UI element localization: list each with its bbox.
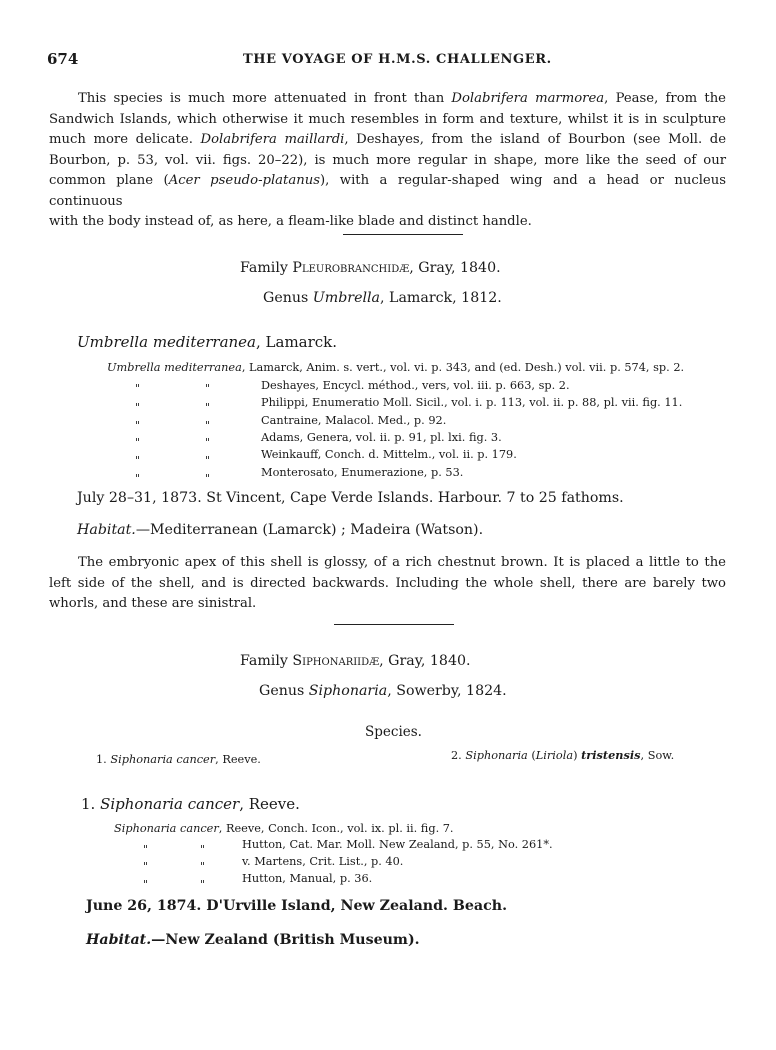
section-divider <box>334 624 454 625</box>
ditto-mark: " <box>135 436 141 449</box>
species-list-item <box>96 753 261 766</box>
species-name: Umbrella mediterranea <box>77 333 256 351</box>
intro-line <box>49 171 726 212</box>
station-record: July 28–31, 1873. St Vincent, Cape Verde Islands. Harbour. 7 to 25 fathoms. <box>77 490 624 506</box>
text-run: 1. <box>96 753 111 766</box>
species-epithet: tristensis <box>581 748 641 762</box>
family-name: Pleurobranchidæ <box>292 260 410 276</box>
ditto-mark: " <box>200 843 206 856</box>
synonymy-line <box>107 361 684 374</box>
habitat-label: Habitat. <box>77 522 136 538</box>
text-run: ), with a regular-shaped wing and a head or nucleus continuous <box>49 173 726 209</box>
synonym-reference: , Reeve, Conch. Icon., vol. ix. pl. ii. fig. 7. <box>218 822 454 835</box>
text-run: Family <box>240 260 293 276</box>
habitat-text: —New Zealand (British Museum). <box>151 932 420 948</box>
ditto-mark: " <box>135 472 141 485</box>
text-run: with the body instead of, as here, a fleam-like blade and distinct handle. <box>49 214 532 229</box>
text-run: common plane ( <box>49 173 169 188</box>
ditto-mark: " <box>135 382 141 395</box>
species-list-heading: Species. <box>365 724 422 740</box>
genus-heading <box>259 683 507 699</box>
description-line: The embryonic apex of this shell is glossy, of a rich chestnut brown. It is placed a little to the <box>78 555 726 570</box>
ditto-mark: " <box>143 878 149 891</box>
text-run: , Deshayes, from the island of Bourbon (see Moll. de <box>344 132 726 147</box>
synonymy-line <box>114 822 454 835</box>
ditto-mark: " <box>135 454 141 467</box>
text-run: This species is much more attenuated in front than <box>78 91 452 106</box>
taxon-name: Dolabrifera maillardi <box>200 132 345 147</box>
ditto-mark: " <box>135 401 141 414</box>
text-run: , Reeve. <box>239 795 300 813</box>
genus-name: Umbrella <box>312 290 381 306</box>
species-title <box>81 795 300 813</box>
species-title <box>77 333 337 351</box>
family-name: Siphonariidæ <box>292 653 380 669</box>
intro-line <box>49 110 726 131</box>
synonymy-line: Hutton, Manual, p. 36. <box>242 872 373 885</box>
text-run: Family <box>240 653 293 669</box>
intro-line <box>49 89 726 110</box>
synonym-name: Siphonaria cancer <box>114 822 219 835</box>
intro-line <box>49 151 726 172</box>
genus-name: Siphonaria <box>308 683 388 699</box>
ditto-mark: " <box>143 860 149 873</box>
text-run: , Reeve. <box>215 753 261 766</box>
text-run: Genus <box>259 683 309 699</box>
description-line: left side of the shell, and is directed backwards. Including the whole shell, there are barely two <box>49 575 726 591</box>
habitat-label: Habitat. <box>86 932 152 948</box>
intro-line <box>49 130 726 151</box>
station-record: June 26, 1874. D'Urville Island, New Zealand. Beach. <box>86 898 508 914</box>
text-run: , Sow. <box>640 749 675 762</box>
ditto-mark: " <box>200 878 206 891</box>
species-list-item <box>451 748 674 762</box>
text-run: , Sowerby, 1824. <box>387 683 507 699</box>
species-name: Siphonaria cancer <box>100 795 240 813</box>
ditto-mark: " <box>205 454 211 467</box>
synonymy-line: Philippi, Enumeratio Moll. Sicil., vol. i. p. 113, vol. ii. p. 88, pl. vii. fig. 11. <box>261 396 683 409</box>
page-number: 674 <box>47 50 79 68</box>
text-run: Sandwich Islands, which otherwise it much resembles in form and texture, whilst it is in sculpture <box>49 111 726 127</box>
ditto-mark: " <box>205 382 211 395</box>
taxon-name: Acer pseudo-platanus <box>168 173 320 188</box>
species-name: Siphonaria cancer <box>110 753 216 766</box>
text-run: 1. <box>81 795 101 813</box>
synonymy-line: Weinkauff, Conch. d. Mittelm., vol. ii. p. 179. <box>261 448 517 461</box>
synonym-reference: , Lamarck, Anim. s. vert., vol. vi. p. 343, and (ed. Desh.) vol. vii. p. 574, sp. 2. <box>241 361 685 374</box>
habitat-line <box>77 522 483 538</box>
description-line: whorls, and these are sinistral. <box>49 596 257 611</box>
text-run: Genus <box>263 290 313 306</box>
text-run: much more delicate. <box>49 132 201 147</box>
genus-heading <box>263 290 502 306</box>
text-run: , Gray, 1840. <box>379 653 471 669</box>
synonymy-line: v. Martens, Crit. List., p. 40. <box>242 855 404 868</box>
synonymy-line: Deshayes, Encycl. méthod., vers, vol. iii. p. 663, sp. 2. <box>261 379 570 392</box>
ditto-mark: " <box>143 843 149 856</box>
synonymy-line: Cantraine, Malacol. Med., p. 92. <box>261 414 447 427</box>
running-head: THE VOYAGE OF H.M.S. CHALLENGER. <box>243 52 552 67</box>
text-run: ( <box>527 749 536 762</box>
synonym-name: Umbrella mediterranea <box>107 361 242 374</box>
family-heading <box>240 260 501 276</box>
synonymy-line: Monterosato, Enumerazione, p. 53. <box>261 466 464 479</box>
habitat-line <box>86 932 420 948</box>
ditto-mark: " <box>205 472 211 485</box>
text-run: , Gray, 1840. <box>409 260 501 276</box>
subgenus-name: Liriola <box>535 749 574 762</box>
synonymy-line: Hutton, Cat. Mar. Moll. New Zealand, p. 55, No. 261*. <box>242 838 553 851</box>
synonymy-line: Adams, Genera, vol. ii. p. 91, pl. lxi. fig. 3. <box>261 431 502 444</box>
text-run: 2. <box>451 749 466 762</box>
ditto-mark: " <box>205 401 211 414</box>
description-paragraph <box>49 553 726 615</box>
text-run: ) <box>573 749 582 762</box>
text-run: , Pease, from the <box>604 91 726 106</box>
text-run: , Lamarck. <box>256 333 338 351</box>
section-divider <box>343 234 463 235</box>
ditto-mark: " <box>135 419 141 432</box>
text-run: Bourbon, p. 53, vol. vii. figs. 20–22), is much more regular in shape, more like the seed of our <box>49 152 726 168</box>
taxon-name: Dolabrifera marmorea <box>451 91 605 106</box>
ditto-mark: " <box>200 860 206 873</box>
ditto-mark: " <box>205 436 211 449</box>
genus-name: Siphonaria <box>465 749 528 762</box>
habitat-text: —Mediterranean (Lamarck) ; Madeira (Watson). <box>135 522 484 538</box>
intro-paragraph <box>49 89 726 233</box>
family-heading <box>240 653 471 669</box>
text-run: , Lamarck, 1812. <box>380 290 502 306</box>
ditto-mark: " <box>205 419 211 432</box>
intro-line <box>49 212 726 233</box>
